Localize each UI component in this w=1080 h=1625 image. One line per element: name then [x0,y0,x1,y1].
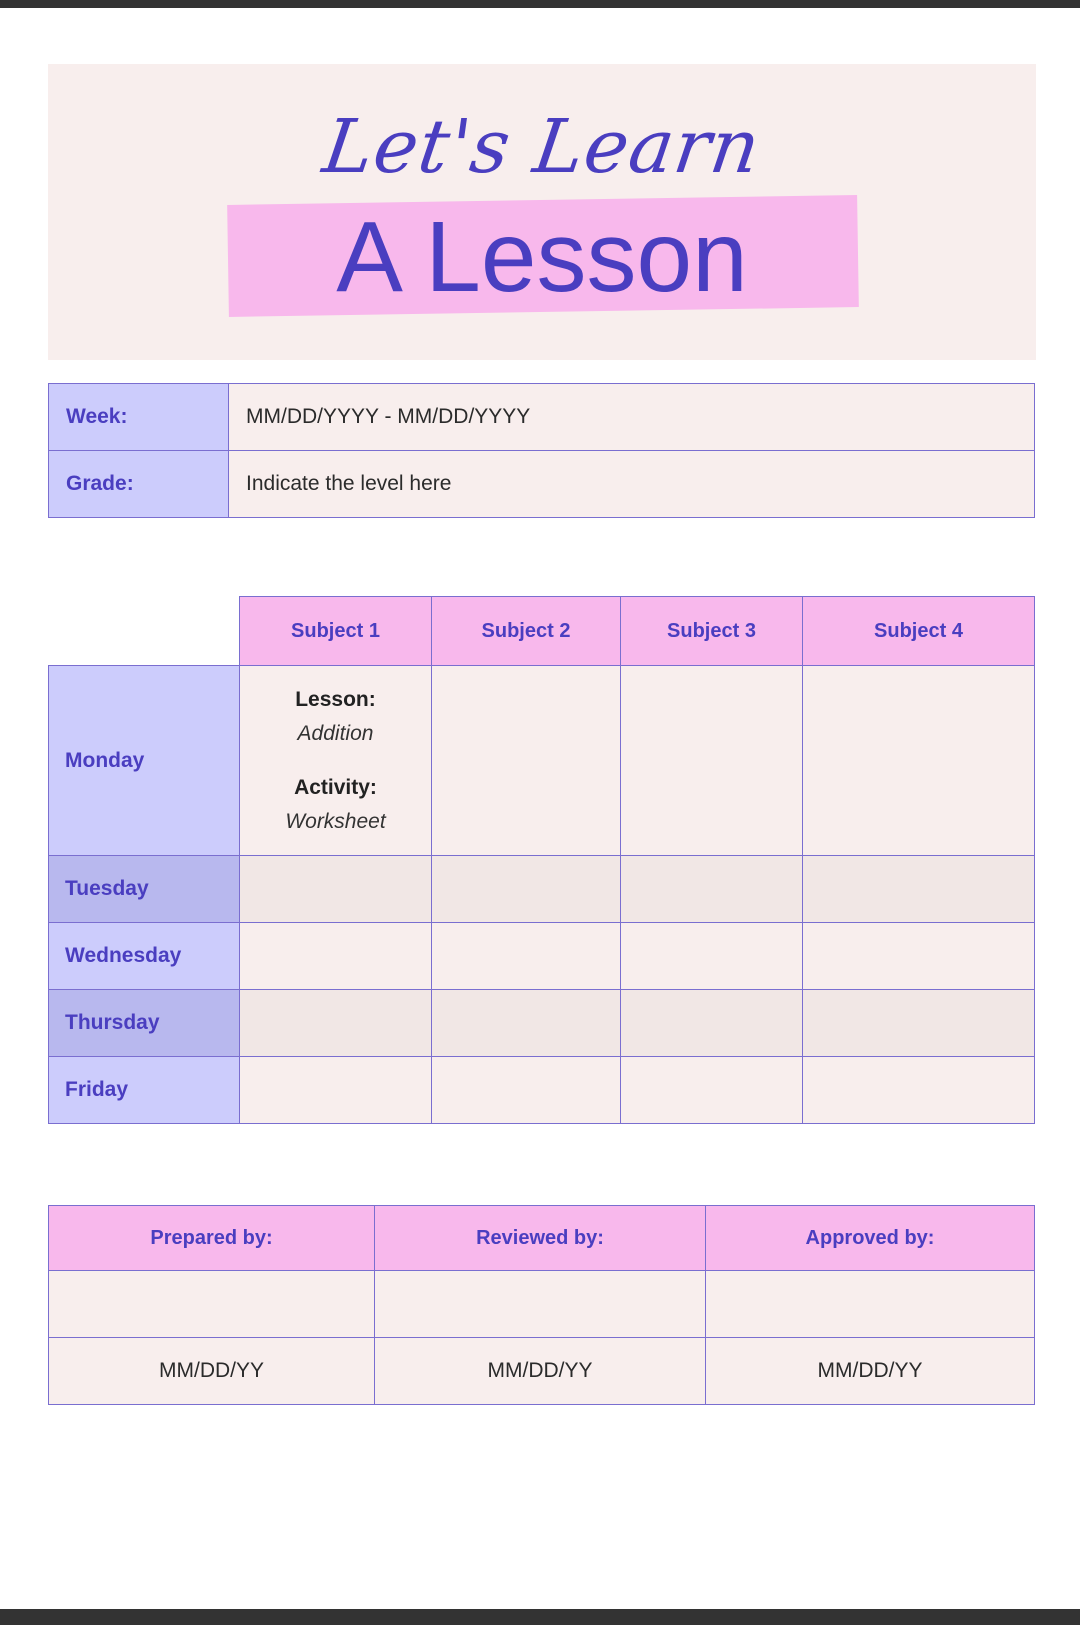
schedule-cell-monday-subject3[interactable] [621,666,803,856]
activity-value: Worksheet [285,809,386,833]
grade-value-field[interactable]: Indicate the level here [229,451,1035,518]
schedule-cell-thursday-subject3[interactable] [621,990,803,1057]
week-label: Week: [49,384,229,451]
schedule-cell-tuesday-subject2[interactable] [432,856,621,923]
lesson-label: Lesson: [295,687,376,711]
signature-row [49,1271,1035,1338]
schedule-cell-thursday-subject1[interactable] [240,990,432,1057]
schedule-cell-tuesday-subject4[interactable] [803,856,1035,923]
reviewed-by-date-field[interactable]: MM/DD/YY [375,1338,706,1405]
schedule-cell-tuesday-subject3[interactable] [621,856,803,923]
schedule-header-row [49,597,1035,666]
lesson-entry [240,683,431,839]
schedule-cell-thursday-subject2[interactable] [432,990,621,1057]
script-title: Let's Learn [318,104,766,190]
day-label-friday: Friday [49,1057,240,1124]
activity-label: Activity: [294,775,377,799]
prepared-by-signature-field[interactable] [49,1271,375,1338]
signoff-table [48,1205,1035,1405]
week-row [49,384,1035,451]
schedule-row-monday [49,666,1035,856]
schedule-row-tuesday [49,856,1035,923]
subject-header-3: Subject 3 [621,597,803,666]
schedule-corner [49,597,240,666]
schedule-cell-friday-subject3[interactable] [621,1057,803,1124]
grade-label: Grade: [49,451,229,518]
schedule-cell-friday-subject2[interactable] [432,1057,621,1124]
reviewed-by-signature-field[interactable] [375,1271,706,1338]
schedule-cell-monday-subject2[interactable] [432,666,621,856]
schedule-cell-wednesday-subject2[interactable] [432,923,621,990]
schedule-cell-monday-subject1[interactable] [240,666,432,856]
subject-header-1: Subject 1 [240,597,432,666]
prepared-by-date-field[interactable]: MM/DD/YY [49,1338,375,1405]
schedule-cell-wednesday-subject4[interactable] [803,923,1035,990]
date-row [49,1338,1035,1405]
schedule-cell-friday-subject1[interactable] [240,1057,432,1124]
day-label-monday: Monday [49,666,240,856]
schedule-cell-friday-subject4[interactable] [803,1057,1035,1124]
info-table [48,383,1035,518]
day-label-thursday: Thursday [49,990,240,1057]
approved-by-signature-field[interactable] [706,1271,1035,1338]
signoff-header-row [49,1206,1035,1271]
schedule-row-thursday [49,990,1035,1057]
lesson-value: Addition [297,721,374,745]
prepared-by-header: Prepared by: [49,1206,375,1271]
header-banner [48,64,1036,360]
schedule-cell-wednesday-subject1[interactable] [240,923,432,990]
subject-header-4: Subject 4 [803,597,1035,666]
day-label-wednesday: Wednesday [49,923,240,990]
schedule-cell-thursday-subject4[interactable] [803,990,1035,1057]
bottom-border-bar [0,1609,1080,1625]
schedule-row-friday [49,1057,1035,1124]
day-label-tuesday: Tuesday [49,856,240,923]
schedule-cell-wednesday-subject3[interactable] [621,923,803,990]
approved-by-header: Approved by: [706,1206,1035,1271]
lesson-gap [240,751,431,771]
reviewed-by-header: Reviewed by: [375,1206,706,1271]
schedule-cell-tuesday-subject1[interactable] [240,856,432,923]
schedule-row-wednesday [49,923,1035,990]
grade-row [49,451,1035,518]
top-border-bar [0,0,1080,8]
week-value-field[interactable]: MM/DD/YYYY - MM/DD/YYYY [229,384,1035,451]
page-title: A Lesson [336,201,748,313]
schedule-cell-monday-subject4[interactable] [803,666,1035,856]
approved-by-date-field[interactable]: MM/DD/YY [706,1338,1035,1405]
subject-header-2: Subject 2 [432,597,621,666]
schedule-table [48,596,1035,1124]
